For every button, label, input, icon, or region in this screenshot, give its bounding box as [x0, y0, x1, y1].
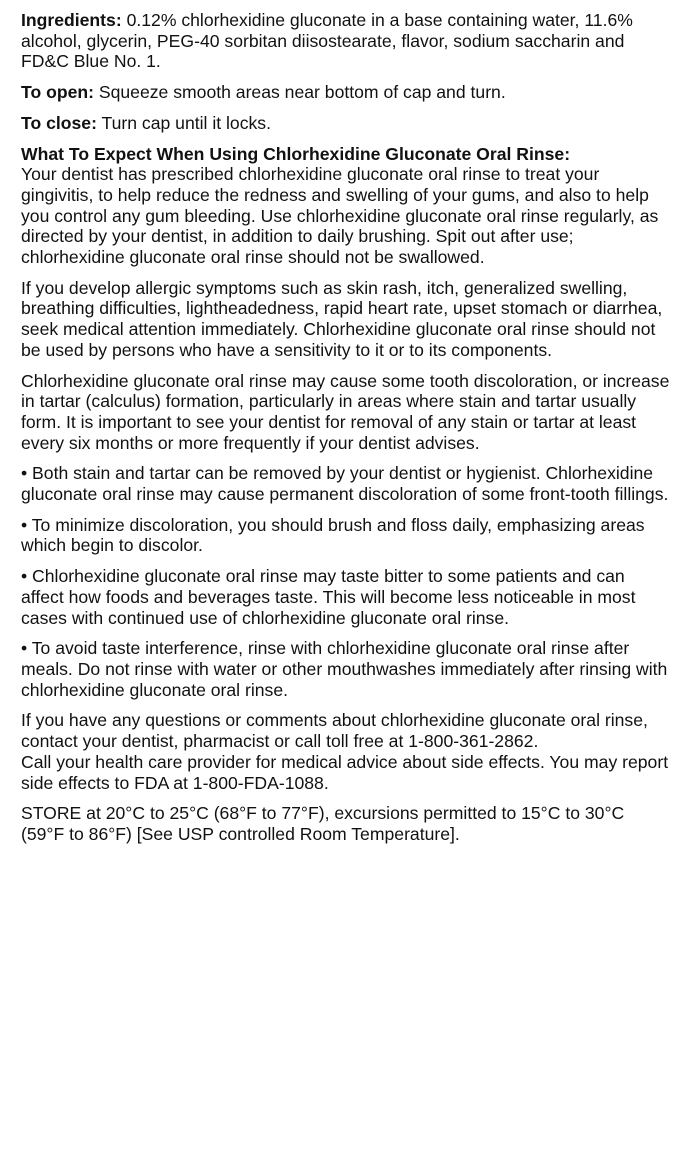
to-open-text: Squeeze smooth areas near bottom of cap and turn.	[93, 82, 506, 103]
what-to-expect-paragraph	[21, 144, 670, 268]
ingredients-paragraph	[21, 10, 670, 72]
what-to-expect-heading: What To Expect When Using Chlorhexidine Gluconate Oral Rinse:	[21, 143, 571, 164]
bullet-stain-tartar: • Both stain and tartar can be removed by your dentist or hygienist. Chlorhexidine gluconate oral rinse may cause permanent discoloration of some front-tooth fillings.	[21, 463, 669, 505]
contact-line-side-effects: Call your health care provider for medical advice about side effects. You may report side effects to FDA at 1-800-FDA-1088.	[21, 751, 669, 793]
to-open-label: To open:	[21, 82, 94, 103]
bullet-minimize-discoloration: • To minimize discoloration, you should brush and floss daily, emphasizing areas which begin to discolor.	[21, 514, 645, 556]
storage-paragraph: STORE at 20°C to 25°C (68°F to 77°F), excursions permitted to 15°C to 30°C (59°F to 86°F) [See USP controlled Room Temperature].	[21, 803, 625, 844]
allergic-paragraph: If you develop allergic symptoms such as skin rash, itch, generalized swelling, breathing difficulties, lightheadedness, rapid heart rate, upset stomach or diarrhea, seek medical attention immediately. Chlorhexidine gluconate oral rinse should not be used by persons who have a sensitivity to it or to its components.	[21, 277, 663, 360]
bullet-bitter-taste: • Chlorhexidine gluconate oral rinse may taste bitter to some patients and can affect how foods and beverages taste. This will become less noticeable in most cases with continued use of chlorhexidine gluconate oral rinse.	[21, 566, 636, 628]
bullet-taste-interference: • To avoid taste interference, rinse with chlorhexidine gluconate oral rinse after meals. Do not rinse with water or other mouthwashes immediately after rinsing with chlorhexidine gluconate oral rinse.	[21, 638, 668, 700]
what-to-expect-text: Your dentist has prescribed chlorhexidine gluconate oral rinse to treat your gingivitis, to help reduce the redness and swelling of your gums, and also to help you control any gum bleeding. Use chlorhexidine gluconate oral rinse regularly, as directed by your dentist, in addition to daily brushing. Spit out after use; chlorhexidine gluconate oral rinse should not be swallowed.	[21, 164, 659, 268]
to-close-label: To close:	[21, 112, 97, 133]
contact-line-questions: If you have any questions or comments about chlorhexidine gluconate oral rinse, contact your dentist, pharmacist or call toll free at 1-800-361-2862.	[21, 710, 648, 752]
to-close-paragraph	[21, 113, 670, 134]
discoloration-paragraph: Chlorhexidine gluconate oral rinse may cause some tooth discoloration, or increase in tartar (calculus) formation, particularly in areas where stain and tartar usually form. It is important to see your dentist for removal of any stain or tartar at least every six months or more frequently if your dentist advises.	[21, 370, 670, 453]
to-close-text: Turn cap until it locks.	[96, 112, 271, 133]
ingredients-text: 0.12% chlorhexidine gluconate in a base containing water, 11.6% alcohol, glycerin, PEG-40 sorbitan diisostearate, flavor, sodium saccharin and FD&C Blue No. 1.	[21, 10, 633, 72]
ingredients-label: Ingredients:	[21, 10, 122, 30]
contact-paragraph	[21, 710, 670, 793]
to-open-paragraph	[21, 82, 670, 103]
